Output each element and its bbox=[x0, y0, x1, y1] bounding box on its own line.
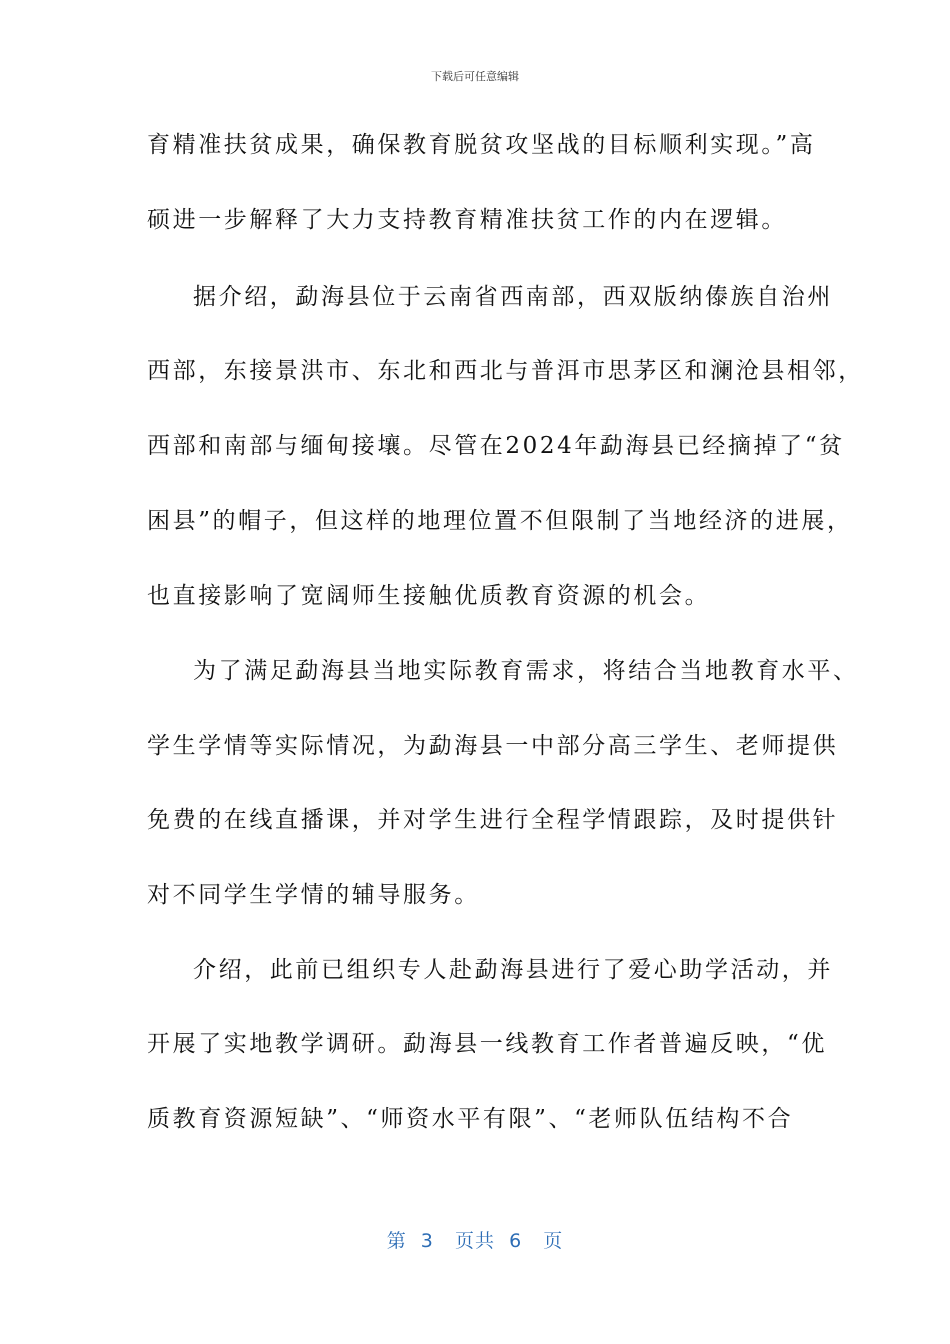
text-line: 开展了实地教学调研。勐海县一线教育工作者普遍反映，“优 bbox=[147, 1031, 827, 1057]
text-line: 对不同学生学情的辅导服务。 bbox=[147, 882, 480, 908]
paragraph-start-line: 据介绍，勐海县位于云南省西南部，西双版纳傣族自治州 bbox=[193, 284, 833, 310]
text-line: 困县”的帽子，但这样的地理位置不但限制了当地经济的进展， bbox=[147, 508, 853, 534]
text-line: 免费的在线直播课，并对学生进行全程学情跟踪，及时提供针 bbox=[147, 807, 839, 833]
text-line: 学生学情等实际情况，为勐海县一中部分高三学生、老师提供 bbox=[147, 733, 839, 759]
text-line: 也直接影响了宽阔师生接触优质教育资源的机会。 bbox=[147, 583, 711, 609]
text-line: 质教育资源短缺”、“师资水平有限”、“老师队伍结构不合 bbox=[147, 1106, 794, 1132]
text-line: 硕进一步解释了大力支持教育精准扶贫工作的内在逻辑。 bbox=[147, 207, 787, 233]
page-number-footer: 第 3 页共 6 页 bbox=[386, 1230, 564, 1252]
paragraph-start-line: 为了满足勐海县当地实际教育需求，将结合当地教育水平、 bbox=[193, 658, 859, 684]
paragraph-start-line: 介绍，此前已组织专人赴勐海县进行了爱心助学活动，并 bbox=[193, 957, 833, 983]
header-note: 下载后可任意编辑 bbox=[431, 70, 519, 83]
text-line: 育精准扶贫成果，确保教育脱贫攻坚战的目标顺利实现。”高 bbox=[147, 132, 816, 158]
text-line: 西部和南部与缅甸接壤。尽管在2024年勐海县已经摘掉了“贫 bbox=[147, 433, 845, 459]
text-line: 西部，东接景洪市、东北和西北与普洱市思茅区和澜沧县相邻， bbox=[147, 358, 864, 384]
